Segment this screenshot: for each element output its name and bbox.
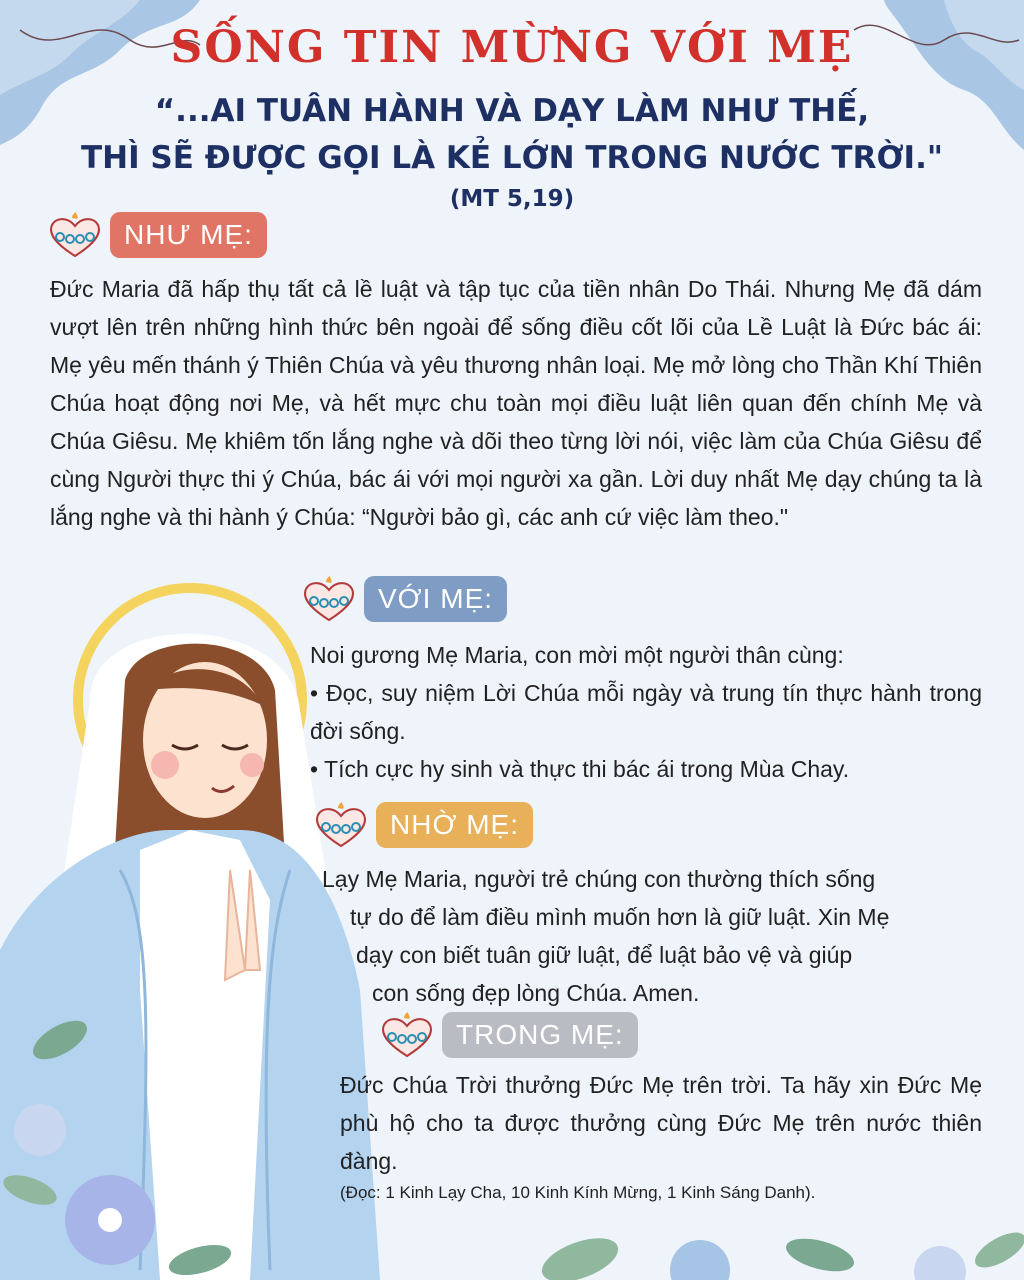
section-voi-me-text xyxy=(310,636,982,788)
section-trong-me-label: TRONG MẸ: xyxy=(442,1012,638,1058)
nho-me-line-1: Lạy Mẹ Maria, người trẻ chúng con thường thích sống xyxy=(322,866,876,892)
nho-me-line-2: tự do để làm điều mình muốn hơn là giữ luật. Xin Mẹ xyxy=(350,904,890,930)
section-trong-me-text: Đức Chúa Trời thưởng Đức Mẹ trên trời. Ta hãy xin Đức Mẹ phù hộ cho ta được thưởng cùng Đức Mẹ trên nước thiên đàng. xyxy=(340,1072,982,1174)
heart-icon xyxy=(312,802,370,848)
section-nho-me-label: NHỜ MẸ: xyxy=(376,802,533,848)
nho-me-line-4: con sống đẹp lòng Chúa. Amen. xyxy=(372,980,700,1006)
section-nhu-me-text: Đức Maria đã hấp thụ tất cả lề luật và tập tục của tiền nhân Do Thái. Nhưng Mẹ đã dám vượt lên trên những hình thức bên ngoài để sống điều cốt lõi của Lề Luật là Đức bác ái: Mẹ yêu mến thánh ý Thiên Chúa và yêu thương nhân loại. Mẹ mở lòng cho Thần Khí Thiên Chúa hoạt động nơi Mẹ, và hết mực chu toàn mọi điều luật liên quan đến chính Mẹ và Chúa Giêsu. Mẹ khiêm tốn lắng nghe và dõi theo từng lời nói, việc làm của Chúa Giêsu để cùng Người thực thi ý Chúa, bác ái với mọi người xa gần. Lời duy nhất Mẹ dạy chúng ta là lắng nghe và thi hành ý Chúa: “Người bảo gì, các anh cứ việc làm theo." xyxy=(50,276,982,530)
heart-icon xyxy=(378,1012,436,1058)
section-nho-me-text xyxy=(322,860,972,1012)
scripture-citation: (MT 5,19) xyxy=(449,186,575,212)
section-nho-me-header xyxy=(312,802,533,848)
nho-me-line-3: dạy con biết tuân giữ luật, để luật bảo vệ và giúp xyxy=(356,942,853,968)
section-nhu-me-header xyxy=(46,212,267,258)
voi-me-intro: Noi gương Mẹ Maria, con mời một người thân cùng: xyxy=(310,642,844,668)
prayer-note: (Đọc: 1 Kinh Lạy Cha, 10 Kinh Kính Mừng, 1 Kinh Sáng Danh). xyxy=(340,1183,816,1202)
section-voi-me-label: VỚI MẸ: xyxy=(364,576,507,622)
heart-icon xyxy=(46,212,104,258)
flower-decoration xyxy=(520,1200,1024,1280)
section-trong-me-header xyxy=(378,1012,638,1058)
page-title: SỐNG TIN MỪNG VỚI MẸ xyxy=(170,22,854,73)
voi-me-bullet-2: • Tích cực hy sinh và thực thi bác ái trong Mùa Chay. xyxy=(310,756,850,782)
section-nhu-me-label: NHƯ MẸ: xyxy=(110,212,267,258)
section-voi-me-header xyxy=(300,576,507,622)
scripture-quote-line2: THÌ SẼ ĐƯỢC GỌI LÀ KẺ LỚN TRONG NƯỚC TRỜI." xyxy=(80,140,943,176)
voi-me-bullet-1: • Đọc, suy niệm Lời Chúa mỗi ngày và trung tín thực hành trong đời sống. xyxy=(310,680,982,744)
heart-icon xyxy=(300,576,358,622)
scripture-quote-line1: “...AI TUÂN HÀNH VÀ DẠY LÀM NHƯ THẾ, xyxy=(154,93,870,129)
